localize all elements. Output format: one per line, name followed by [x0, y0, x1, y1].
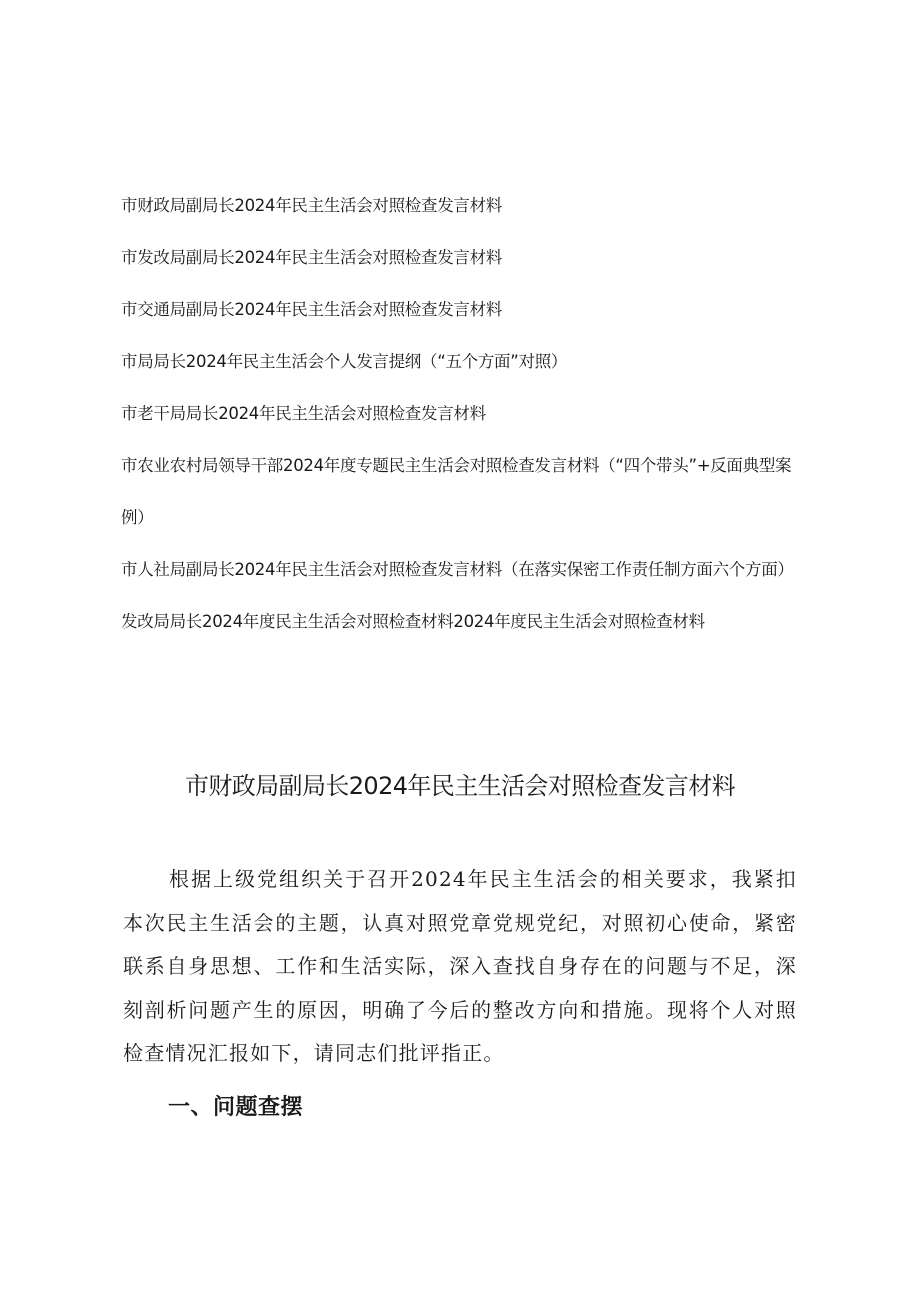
toc-item: 市局局长2024年民主生活会个人发言提纲（“五个方面”对照） [121, 352, 568, 371]
document-title: 市财政局副局长2024年民主生活会对照检查发言材料 [184, 772, 736, 800]
table-of-contents [121, 180, 811, 648]
toc-item: 市农业农村局领导干部2024年度专题民主生活会对照检查发言材料（“四个带头”+反面典型案例） [121, 456, 792, 527]
section-heading: 一、问题查摆 [168, 1095, 304, 1120]
toc-item: 市人社局副局长2024年民主生活会对照检查发言材料（在落实保密工作责任制方面六个方面） [121, 560, 794, 579]
toc-item: 市财政局副局长2024年民主生活会对照检查发言材料 [121, 196, 502, 215]
toc-item: 市老干局局长2024年民主生活会对照检查发言材料 [121, 404, 486, 423]
toc-item: 市发改局副局长2024年民主生活会对照检查发言材料 [121, 248, 502, 267]
toc-item: 发改局局长2024年度民主生活会对照检查材料2024年度民主生活会对照检查材料 [121, 612, 705, 631]
intro-paragraph: 根据上级党组织关于召开2024年民主生活会的相关要求，我紧扣本次民主生活会的主题，认真对照党章党规党纪，对照初心使命，紧密联系自身思想、工作和生活实际，深入查找自身存在的问题与不足，深刻剖析问题产生的原因，明确了今后的整改方向和措施。现将个人对照检查情况汇报如下，请同志们批评指正。 [123, 867, 797, 1065]
toc-item: 市交通局副局长2024年民主生活会对照检查发言材料 [121, 300, 502, 319]
